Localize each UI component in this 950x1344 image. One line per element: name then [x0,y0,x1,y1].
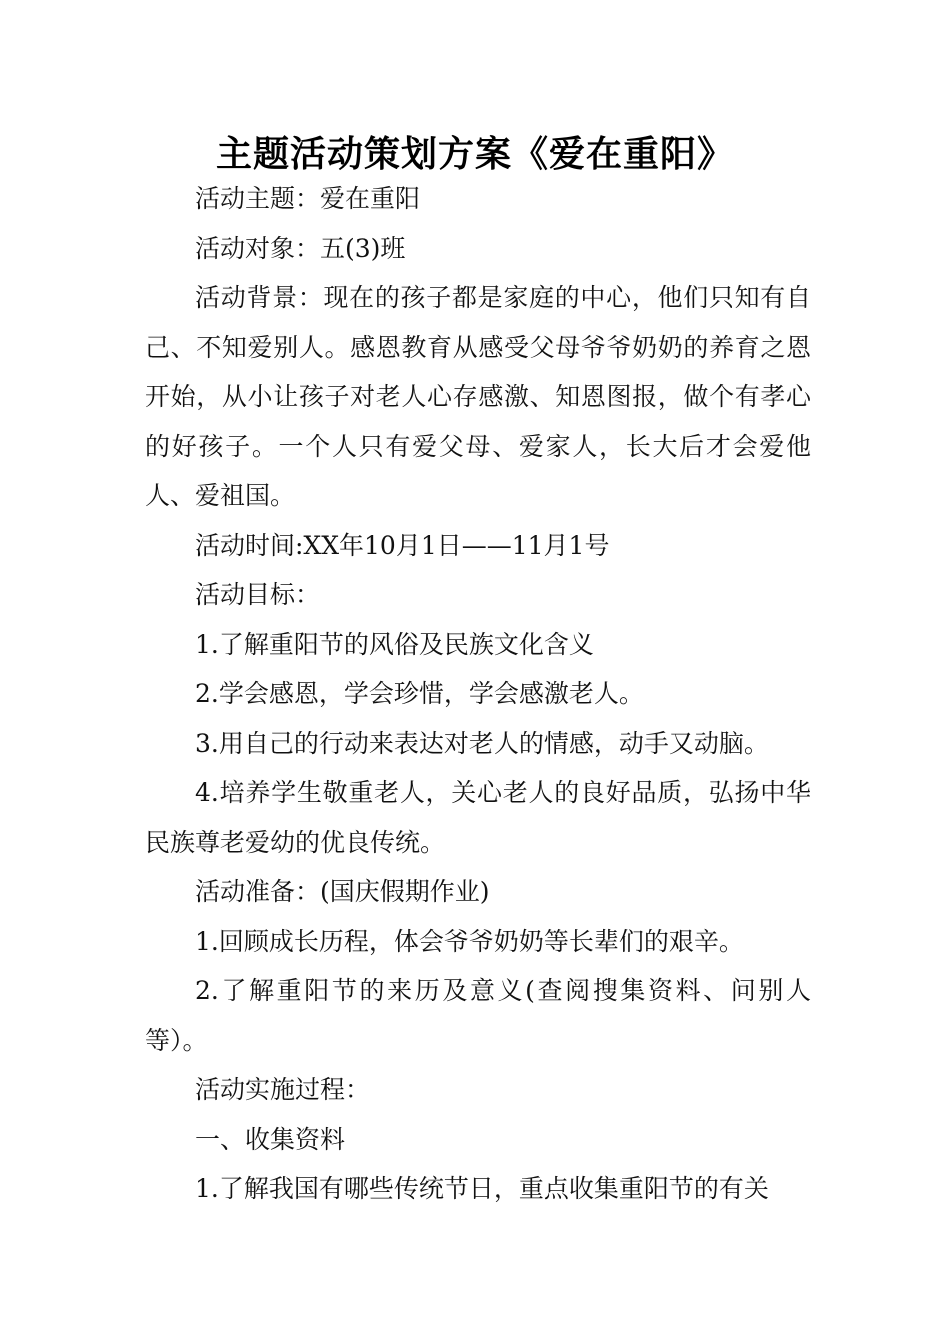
paragraph-goal-2: 2.学会感恩，学会珍惜，学会感激老人。 [195,679,644,708]
paragraph-goals-heading: 活动目标： [195,580,321,609]
paragraph-goal-4: 4.培养学生敬重老人，关心老人的良好品质，弘扬中华民族尊老爱幼的优良传统。 [145,778,811,857]
paragraph-preparation-1: 1.回顾成长历程，体会爷爷奶奶等长辈们的艰辛。 [195,926,744,956]
document-body [145,174,811,1214]
paragraph-audience: 活动对象：五(3)班 [195,233,406,263]
paragraph-preparation-heading: 活动准备：(国庆假期作业) [195,877,490,906]
paragraph-theme: 活动主题：爱在重阳 [195,184,421,213]
paragraph-goal-3: 3.用自己的行动来表达对老人的情感，动手又动脑。 [195,728,769,758]
paragraph-section-1-item-1: 1.了解我国有哪些传统节日，重点收集重阳节的有关 [195,1174,769,1203]
paragraph-goal-1: 1.了解重阳节的风俗及民族文化含义 [195,629,594,659]
document-title: 主题活动策划方案《爱在重阳》 [215,133,734,175]
paragraph-preparation-2: 2.了解重阳节的来历及意义(查阅搜集资料、问别人等）。 [145,976,811,1055]
paragraph-background: 活动背景：现在的孩子都是家庭的中心，他们只知有自己、不知爱别人。感恩教育从感受父母爷爷奶奶的养育之恩开始，从小让孩子对老人心存感激、知恩图报，做个有孝心的好孩子。一个人只有爱父母、爱家人，长大后才会爱他人、爱祖国。 [145,283,811,510]
paragraph-section-1-heading: 一、收集资料 [195,1124,346,1154]
paragraph-time: 活动时间:XX年10月1日——11月1号 [195,530,610,560]
paragraph-process-heading: 活动实施过程： [195,1075,371,1104]
